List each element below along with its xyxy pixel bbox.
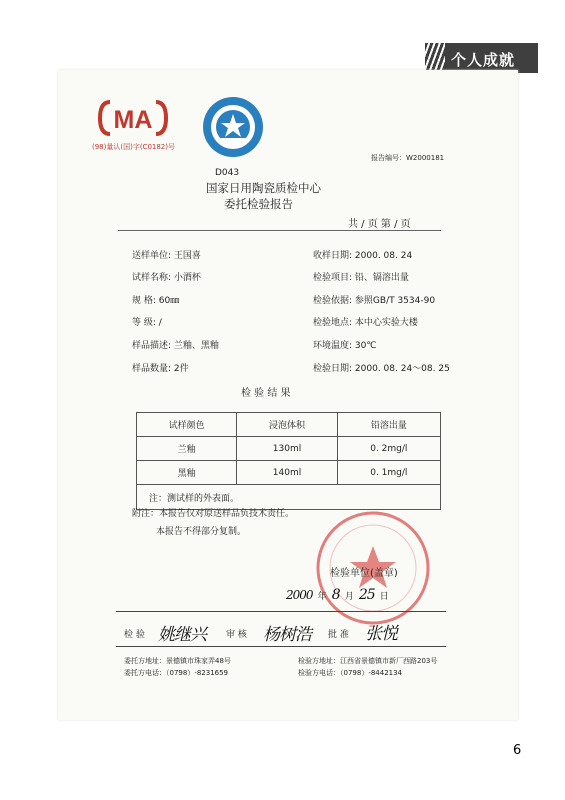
results-table bbox=[136, 412, 441, 510]
table-row bbox=[137, 461, 441, 485]
certification-logo bbox=[198, 94, 268, 172]
table-note: 注：测试样的外表面。 bbox=[137, 485, 441, 510]
left-field: 样品描述: 兰釉、黑釉 bbox=[132, 341, 219, 351]
left-field: 等 级: / bbox=[132, 318, 162, 328]
inspect-signature: 姚继兴 bbox=[158, 625, 206, 645]
signature-bottom-rule bbox=[116, 646, 446, 647]
inspection-unit: 检验单位(盖章) bbox=[330, 568, 398, 579]
right-field: 环境温度: 30℃ bbox=[313, 341, 377, 351]
review-signature: 杨树浩 bbox=[263, 625, 311, 645]
left-field: 送样单位: 王国喜 bbox=[132, 251, 201, 261]
banner-label: 个人成就 bbox=[451, 51, 516, 69]
page-count: 共 / 页 第 / 页 bbox=[348, 219, 411, 230]
inspect-label: 检 验 bbox=[124, 630, 145, 640]
report-date: 2000 年 8 月 25 日 bbox=[286, 587, 389, 603]
left-field: 样品数量: 2件 bbox=[132, 364, 189, 374]
lab-phone: 检验方电话：（0798）-8442134 bbox=[298, 669, 403, 677]
cma-logo bbox=[96, 98, 170, 148]
client-phone: 委托方电话：（0798）-8231659 bbox=[124, 669, 229, 677]
review-label: 审 核 bbox=[226, 630, 247, 640]
table-header: 浸泡体积 bbox=[237, 413, 337, 437]
approve-signature: 张悦 bbox=[365, 624, 397, 644]
ma-letters: MA bbox=[113, 106, 153, 134]
right-field: 检验依据: 参照GB/T 3534-90 bbox=[313, 296, 436, 306]
right-field: 检验地点: 本中心实验大楼 bbox=[313, 318, 418, 328]
ma-caption: (98)量认(国)字(C0182)号 bbox=[92, 143, 175, 151]
cert-number: D043 bbox=[215, 168, 240, 178]
report-title: 国家日用陶瓷质检中心 bbox=[206, 181, 321, 195]
report-subtitle: 委托检验报告 bbox=[224, 197, 293, 211]
table-cell: 0. 1mg/l bbox=[337, 461, 440, 485]
left-field: 试样名称: 小酒杯 bbox=[132, 273, 201, 283]
appendix-line-2: 本报告不得部分复制。 bbox=[156, 527, 247, 537]
results-title: 检 验 结 果 bbox=[241, 388, 291, 399]
left-field: 规 格: 60㎜ bbox=[132, 296, 180, 306]
table-cell: 黑釉 bbox=[137, 461, 237, 485]
page-number: 6 bbox=[513, 743, 522, 758]
right-field: 检验日期: 2000. 08. 24～08. 25 bbox=[313, 364, 450, 374]
table-header: 试样颜色 bbox=[137, 413, 237, 437]
signature-top-rule bbox=[116, 611, 446, 612]
header-rule bbox=[118, 230, 441, 231]
table-cell: 0. 2mg/l bbox=[337, 437, 440, 461]
table-header-row bbox=[137, 413, 441, 437]
table-cell: 130ml bbox=[237, 437, 337, 461]
table-header: 铅溶出量 bbox=[337, 413, 440, 437]
approve-label: 批 准 bbox=[328, 630, 349, 640]
banner-stripes bbox=[425, 43, 445, 73]
client-address: 委托方地址：景德镇市珠家弄48号 bbox=[124, 657, 231, 665]
report-number: 报告编号：W2000181 bbox=[371, 154, 445, 162]
table-cell: 140ml bbox=[237, 461, 337, 485]
table-row bbox=[137, 437, 441, 461]
lab-address: 检验方地址：江西省景德镇市新厂西路203号 bbox=[298, 657, 438, 665]
table-cell: 兰釉 bbox=[137, 437, 237, 461]
right-field: 检验项目: 铅、镉溶出量 bbox=[313, 273, 409, 283]
section-banner bbox=[425, 43, 538, 73]
appendix-line-1: 附注：本报告仅对原送样品负技术责任。 bbox=[132, 509, 295, 519]
scanned-report bbox=[58, 70, 518, 720]
right-field: 收样日期: 2000. 08. 24 bbox=[313, 251, 413, 261]
